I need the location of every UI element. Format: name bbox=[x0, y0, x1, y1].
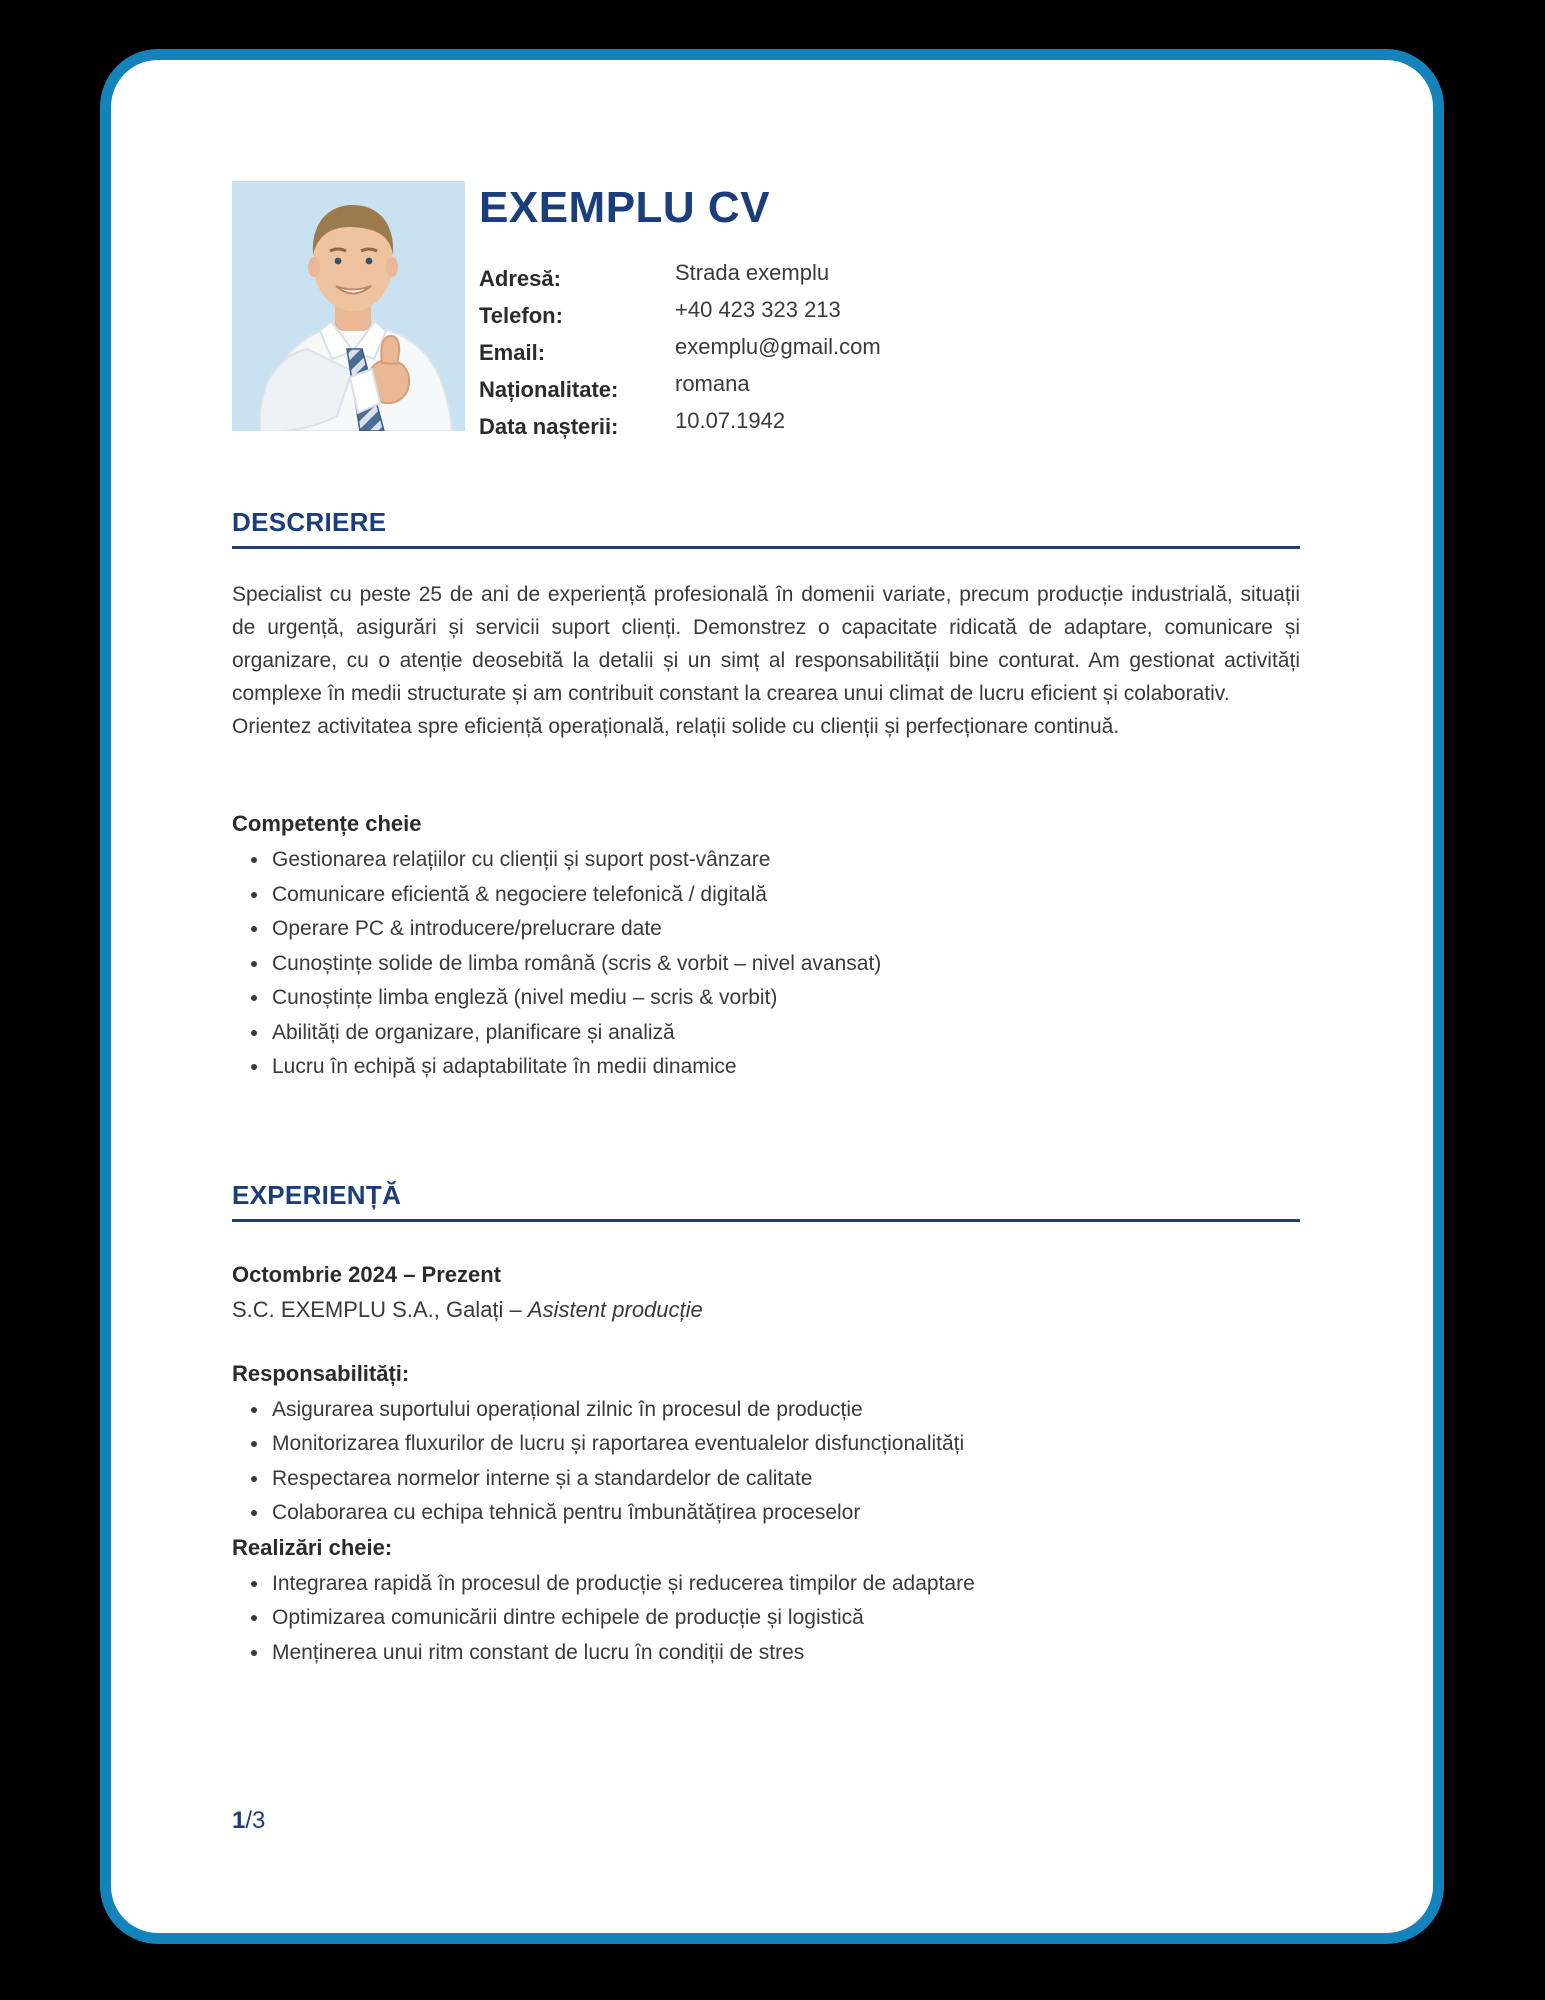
page-number-current: 1 bbox=[232, 1807, 246, 1834]
experienta-company: S.C. EXEMPLU S.A., Galați – bbox=[232, 1296, 528, 1322]
header-text-block bbox=[479, 181, 1300, 445]
contact-labels bbox=[479, 260, 675, 445]
competente-list bbox=[232, 843, 1300, 1085]
list-item: • Comunicare eficientă & negociere telefonică / digitală bbox=[270, 878, 1300, 913]
responsabilitati-heading: Responsabilități: bbox=[232, 1360, 410, 1386]
contact-value-nationalitate: romana bbox=[675, 371, 750, 396]
thumb bbox=[381, 336, 399, 364]
list-item: • Monitorizarea fluxurilor de lucru și raportarea eventualelor disfuncționalități bbox=[270, 1427, 1300, 1462]
section-descriere bbox=[232, 507, 1300, 1085]
list-item: • Cunoștințe limba engleză (nivel mediu – scris & vorbit) bbox=[270, 981, 1300, 1016]
page-number bbox=[232, 1807, 265, 1835]
cv-content bbox=[111, 60, 1433, 1933]
contact-block bbox=[479, 260, 1300, 445]
list-item: • Lucru în echipă și adaptabilitate în medii dinamice bbox=[270, 1050, 1300, 1085]
cv-page bbox=[100, 49, 1444, 1944]
descriere-paragraph-1: Specialist cu peste 25 de ani de experiență profesională în domenii variate, precum producție industrială, situații de urgență, asigurări și servicii suport clienți. Demonstrez o capacitate ridicată de adaptare, comunicare și organizare, cu o atenție deosebită la detalii și un simț al responsabilității bine conturat. Am gestionat activități complexe în medii structurate și am contribuit constant la crearea unui climat de lucru eficient și colaborativ. bbox=[232, 583, 1300, 705]
contact-label-nationalitate: Naționalitate: bbox=[479, 377, 619, 402]
list-item: • Menținerea unui ritm constant de lucru în condiții de stres bbox=[270, 1636, 1300, 1671]
list-item: • Respectarea normelor interne și a standardelor de calitate bbox=[270, 1462, 1300, 1497]
list-item: • Abilități de organizare, planificare și analiză bbox=[270, 1016, 1300, 1051]
descriere-paragraph-2: Orientez activitatea spre eficiență operațională, relații solide cu clienții și perfecționare continuă. bbox=[232, 715, 1120, 738]
experienta-period: Octombrie 2024 – Prezent bbox=[232, 1261, 502, 1287]
list-item: • Operare PC & introducere/prelucrare date bbox=[270, 912, 1300, 947]
contact-value-adresa: Strada exemplu bbox=[675, 260, 830, 285]
descriere-heading: DESCRIERE bbox=[232, 507, 1300, 549]
competente-heading: Competențe cheie bbox=[232, 811, 422, 836]
page-title: EXEMPLU CV bbox=[479, 183, 771, 232]
contact-value-data-nasterii: 10.07.1942 bbox=[675, 408, 786, 433]
contact-label-email: Email: bbox=[479, 340, 546, 365]
contact-value-telefon: +40 423 323 213 bbox=[675, 297, 841, 322]
list-item: • Cunoștințe solide de limba română (scris & vorbit – nivel avansat) bbox=[270, 947, 1300, 982]
section-experienta bbox=[232, 1180, 1300, 1671]
list-item: • Optimizarea comunicării dintre echipele de producție și logistică bbox=[270, 1601, 1300, 1636]
header bbox=[232, 181, 1300, 445]
contact-label-telefon: Telefon: bbox=[479, 303, 563, 328]
competente-block bbox=[232, 807, 1300, 1085]
experienta-role: Asistent producție bbox=[527, 1296, 703, 1322]
eye bbox=[366, 258, 373, 265]
contact-label-adresa: Adresă: bbox=[479, 266, 561, 291]
responsabilitati-list bbox=[232, 1393, 1300, 1531]
experienta-heading: EXPERIENȚĂ bbox=[232, 1180, 1300, 1222]
contact-label-data-nasterii: Data nașterii: bbox=[479, 414, 619, 439]
contact-value-email: exemplu@gmail.com bbox=[675, 334, 881, 359]
realizari-list bbox=[232, 1567, 1300, 1671]
realizari-heading: Realizări cheie: bbox=[232, 1534, 393, 1560]
person-illustration bbox=[232, 181, 465, 431]
profile-photo bbox=[232, 181, 465, 431]
page-number-total: /3 bbox=[245, 1807, 266, 1834]
list-item: • Colaborarea cu echipa tehnică pentru îmbunătățirea proceselor bbox=[270, 1496, 1300, 1531]
list-item: • Asigurarea suportului operațional zilnic în procesul de producție bbox=[270, 1393, 1300, 1428]
list-item: • Integrarea rapidă în procesul de producție și reducerea timpilor de adaptare bbox=[270, 1567, 1300, 1602]
experienta-company-line bbox=[232, 1290, 1300, 1329]
list-item: • Gestionarea relațiilor cu clienții și suport post-vânzare bbox=[270, 843, 1300, 878]
eye bbox=[335, 258, 342, 265]
contact-values bbox=[675, 254, 881, 445]
